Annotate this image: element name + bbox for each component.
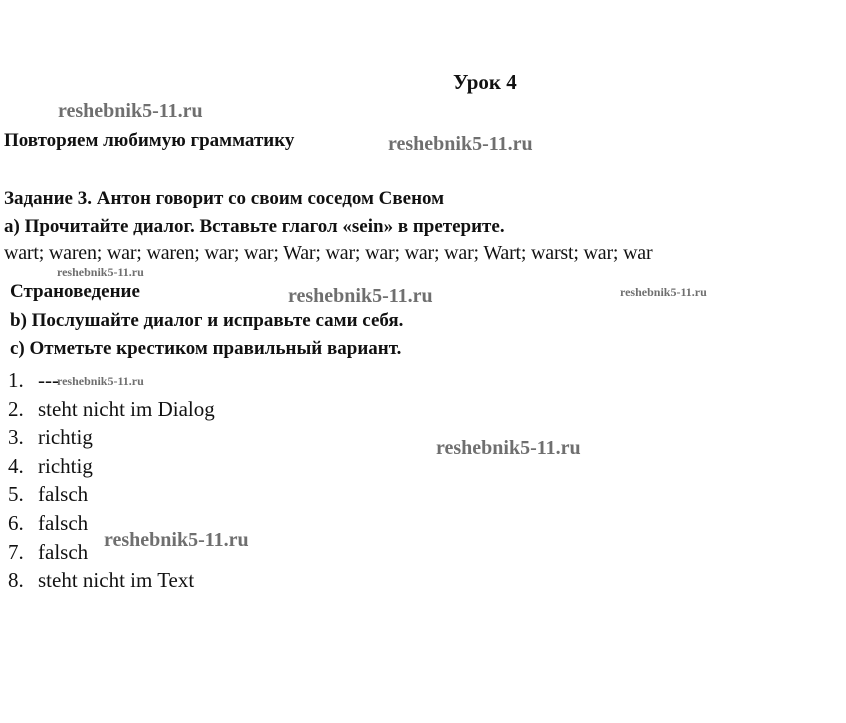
item-text: falsch bbox=[38, 510, 89, 535]
watermark: reshebnik5-11.ru bbox=[620, 285, 707, 299]
watermark: reshebnik5-11.ru bbox=[104, 529, 249, 551]
watermark: reshebnik5-11.ru bbox=[58, 100, 203, 122]
task-a-answer: wart; waren; war; waren; war; war; War; war; war; war; war; Wart; warst; war; war bbox=[4, 242, 653, 264]
watermark: reshebnik5-11.ru bbox=[57, 374, 144, 388]
task-a-instruction: а) Прочитайте диалог. Вставьте глагол «sein» в претерите. bbox=[4, 216, 505, 237]
item-number: 8. bbox=[8, 568, 24, 593]
item-number: 2. bbox=[8, 396, 24, 421]
list-item bbox=[8, 480, 215, 509]
section-heading-grammar: Повторяем любимую грамматику bbox=[4, 130, 295, 151]
section-heading-country-studies: Страноведение bbox=[10, 281, 140, 302]
watermark: reshebnik5-11.ru bbox=[436, 437, 581, 459]
item-text: richtig bbox=[38, 425, 93, 450]
watermark: reshebnik5-11.ru bbox=[57, 265, 144, 279]
item-text: richtig bbox=[38, 453, 93, 478]
list-item bbox=[8, 395, 215, 424]
item-text: steht nicht im Text bbox=[38, 568, 195, 593]
item-text: steht nicht im Dialog bbox=[38, 396, 215, 421]
list-item bbox=[8, 452, 215, 481]
item-number: 6. bbox=[8, 510, 24, 535]
item-number: 3. bbox=[8, 425, 24, 450]
item-text: --- bbox=[38, 368, 59, 392]
page-title: Урок 4 bbox=[453, 70, 517, 94]
list-item bbox=[8, 423, 215, 452]
item-number: 4. bbox=[8, 453, 24, 478]
item-text: falsch bbox=[38, 539, 89, 564]
answer-list bbox=[8, 366, 215, 595]
task-c-instruction: с) Отметьте крестиком правильный вариант. bbox=[10, 338, 402, 359]
watermark: reshebnik5-11.ru bbox=[288, 285, 433, 307]
item-text: falsch bbox=[38, 482, 89, 507]
list-item bbox=[8, 566, 215, 595]
item-number: 7. bbox=[8, 539, 24, 564]
item-number: 1. bbox=[8, 368, 24, 392]
task-heading: Задание 3. Антон говорит со своим соседом Свеном bbox=[4, 188, 445, 209]
watermark: reshebnik5-11.ru bbox=[388, 133, 533, 155]
task-b-instruction: b) Послушайте диалог и исправьте сами себя. bbox=[10, 310, 404, 331]
item-number: 5. bbox=[8, 482, 24, 507]
